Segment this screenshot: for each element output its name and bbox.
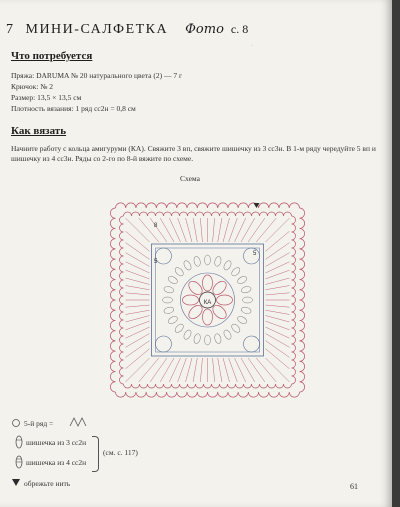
outer-stitch-line (160, 218, 174, 242)
chain-loop (236, 315, 248, 325)
outer-stitch-line (193, 358, 197, 382)
outer-stitch-line (126, 253, 150, 267)
outer-stitch-line (223, 358, 229, 382)
requirements-heading: Что потребуется (11, 50, 93, 62)
corner-arc (244, 248, 260, 264)
corner-arc (244, 336, 260, 352)
row-marker-8: 8 (154, 223, 158, 229)
outer-stitch-line (200, 358, 202, 382)
chain-loop (167, 275, 179, 285)
outer-stitch-line (160, 358, 174, 382)
chain-loop (182, 260, 192, 272)
outer-stitch-line (266, 278, 290, 284)
outer-stitch-line (241, 218, 255, 242)
outer-stitch-line (266, 305, 290, 307)
outer-stitch-line (266, 218, 290, 242)
chain-loop (193, 256, 201, 267)
outer-stitch-line (266, 349, 290, 369)
outer-stitch-line (218, 218, 222, 242)
requirement-hook: Крючок: № 2 (11, 82, 53, 91)
outer-stitch-line (223, 218, 229, 242)
how-to-heading: Как вязать (11, 125, 67, 137)
legend-bobble4: шишечка из 4 сс2н (26, 458, 87, 467)
chain-loop (205, 335, 211, 345)
outer-stitch-line (248, 218, 265, 242)
legend-cut: обрежьте нить (24, 479, 71, 488)
outer-stitch-line (193, 218, 197, 242)
requirement-yarn: Пряжа: DARUMA № 20 натурального цвета (2) — 7 г (11, 71, 183, 80)
outer-stitch-line (266, 286, 290, 290)
page-title: МИНИ-САЛФЕТКА (25, 22, 169, 37)
outer-stitch-line (266, 293, 290, 295)
legend-bobble3: шишечка из 3 сс2н (26, 438, 87, 447)
outer-stitch-line (126, 243, 150, 260)
chain-loop (193, 333, 201, 344)
outer-stitch-line (213, 218, 215, 242)
outer-stitch-line (126, 293, 150, 295)
chain-loop (205, 255, 211, 265)
outer-stitch-line (266, 341, 290, 358)
outer-stitch-line (213, 358, 215, 382)
legend-brace (92, 436, 99, 472)
chain-loop (174, 266, 185, 277)
outer-stitch-line (126, 316, 150, 322)
outer-stitch-line (126, 286, 150, 290)
stitch-symbol-icon (68, 416, 88, 428)
outer-stitch-line (248, 358, 265, 382)
chain-loop (243, 297, 253, 303)
flower-petal (203, 275, 213, 291)
outer-stitch-line (150, 218, 167, 242)
requirement-gauge: Плотность вязания: 1 ряд сс2н = 0,8 см (11, 104, 136, 113)
chain-loop (174, 323, 185, 334)
outer-stitch-line (266, 231, 290, 251)
outer-stitch-line (126, 333, 150, 347)
chain-loop (230, 323, 241, 334)
row-marker-5-left: 5 (154, 259, 158, 265)
outer-stitch-line (186, 358, 192, 382)
corner-arc (156, 248, 172, 264)
chain-loop (214, 256, 222, 267)
diagram-center-label: КА (203, 300, 212, 306)
outer-stitch-line (126, 231, 150, 251)
chain-loop (241, 285, 252, 293)
schema-title: Схема (180, 174, 200, 183)
outer-stitch-line (218, 358, 222, 382)
outer-stitch-line (266, 243, 290, 260)
instructions-paragraph: Начните работу с кольца амигуруми (КА). Свяжите 3 вп, свяжите шишечку из 3 сс3н. В 1-м ряду чередуйте 5 вп и шишечку из 4 сс3н. Ряды со 2-го по 8-й вяжите по схеме. (11, 144, 376, 163)
outer-stitch-line (126, 305, 150, 307)
flower-petal (183, 295, 199, 305)
outer-stitch-line (256, 218, 276, 242)
bobble-4-icon (15, 455, 23, 469)
page-header (6, 22, 248, 38)
chain-loop (222, 329, 232, 341)
chain-loop (163, 297, 173, 303)
chain-loop (241, 306, 252, 314)
crochet-diagram (110, 195, 305, 405)
bobble-3-icon (15, 435, 23, 449)
cut-thread-icon (12, 478, 20, 487)
outer-stitch-line (186, 218, 192, 242)
page-number: 61 (350, 482, 358, 491)
chain-loop (182, 329, 192, 341)
outer-stitch-line (266, 253, 290, 267)
outer-stitch-line (266, 310, 290, 314)
chain-loop (222, 260, 232, 272)
outer-stitch-line (200, 218, 202, 242)
outer-stitch-line (126, 341, 150, 358)
outer-stitch-line (139, 218, 159, 242)
photo-label: Фото (185, 22, 224, 37)
outer-stitch-line (126, 310, 150, 314)
outer-stitch-line (139, 358, 159, 382)
chain-loop (167, 315, 179, 325)
outer-stitch-line (126, 349, 150, 369)
flower-petal (217, 295, 233, 305)
photo-page-ref: с. 8 (230, 22, 249, 36)
legend-row5: 5-й ряд = (24, 419, 54, 428)
row-marker-5-right: 5 (253, 251, 257, 257)
chain-loop (230, 266, 241, 277)
corner-arc (156, 336, 172, 352)
flower-petal (203, 309, 213, 325)
row5-marker-icon (11, 418, 21, 428)
bleed-through-decoration: · (250, 40, 254, 52)
outer-stitch-line (256, 358, 276, 382)
outer-stitch-line (241, 358, 255, 382)
outer-stitch-line (150, 358, 167, 382)
chain-loop (163, 285, 174, 293)
outer-stitch-line (126, 278, 150, 284)
outer-stitch-line (126, 218, 150, 242)
requirement-size: Размер: 13,5 × 13,5 см (11, 93, 82, 102)
chain-loop (163, 306, 174, 314)
outer-stitch-line (266, 333, 290, 347)
outer-stitch-line (266, 358, 290, 382)
legend-page-ref: (см. с. 117) (103, 448, 138, 457)
outer-stitch-line (126, 358, 150, 382)
outer-stitch-line (266, 316, 290, 322)
chain-loop (214, 333, 222, 344)
chain-loop (236, 275, 248, 285)
chapter-number: 7 (6, 22, 15, 37)
